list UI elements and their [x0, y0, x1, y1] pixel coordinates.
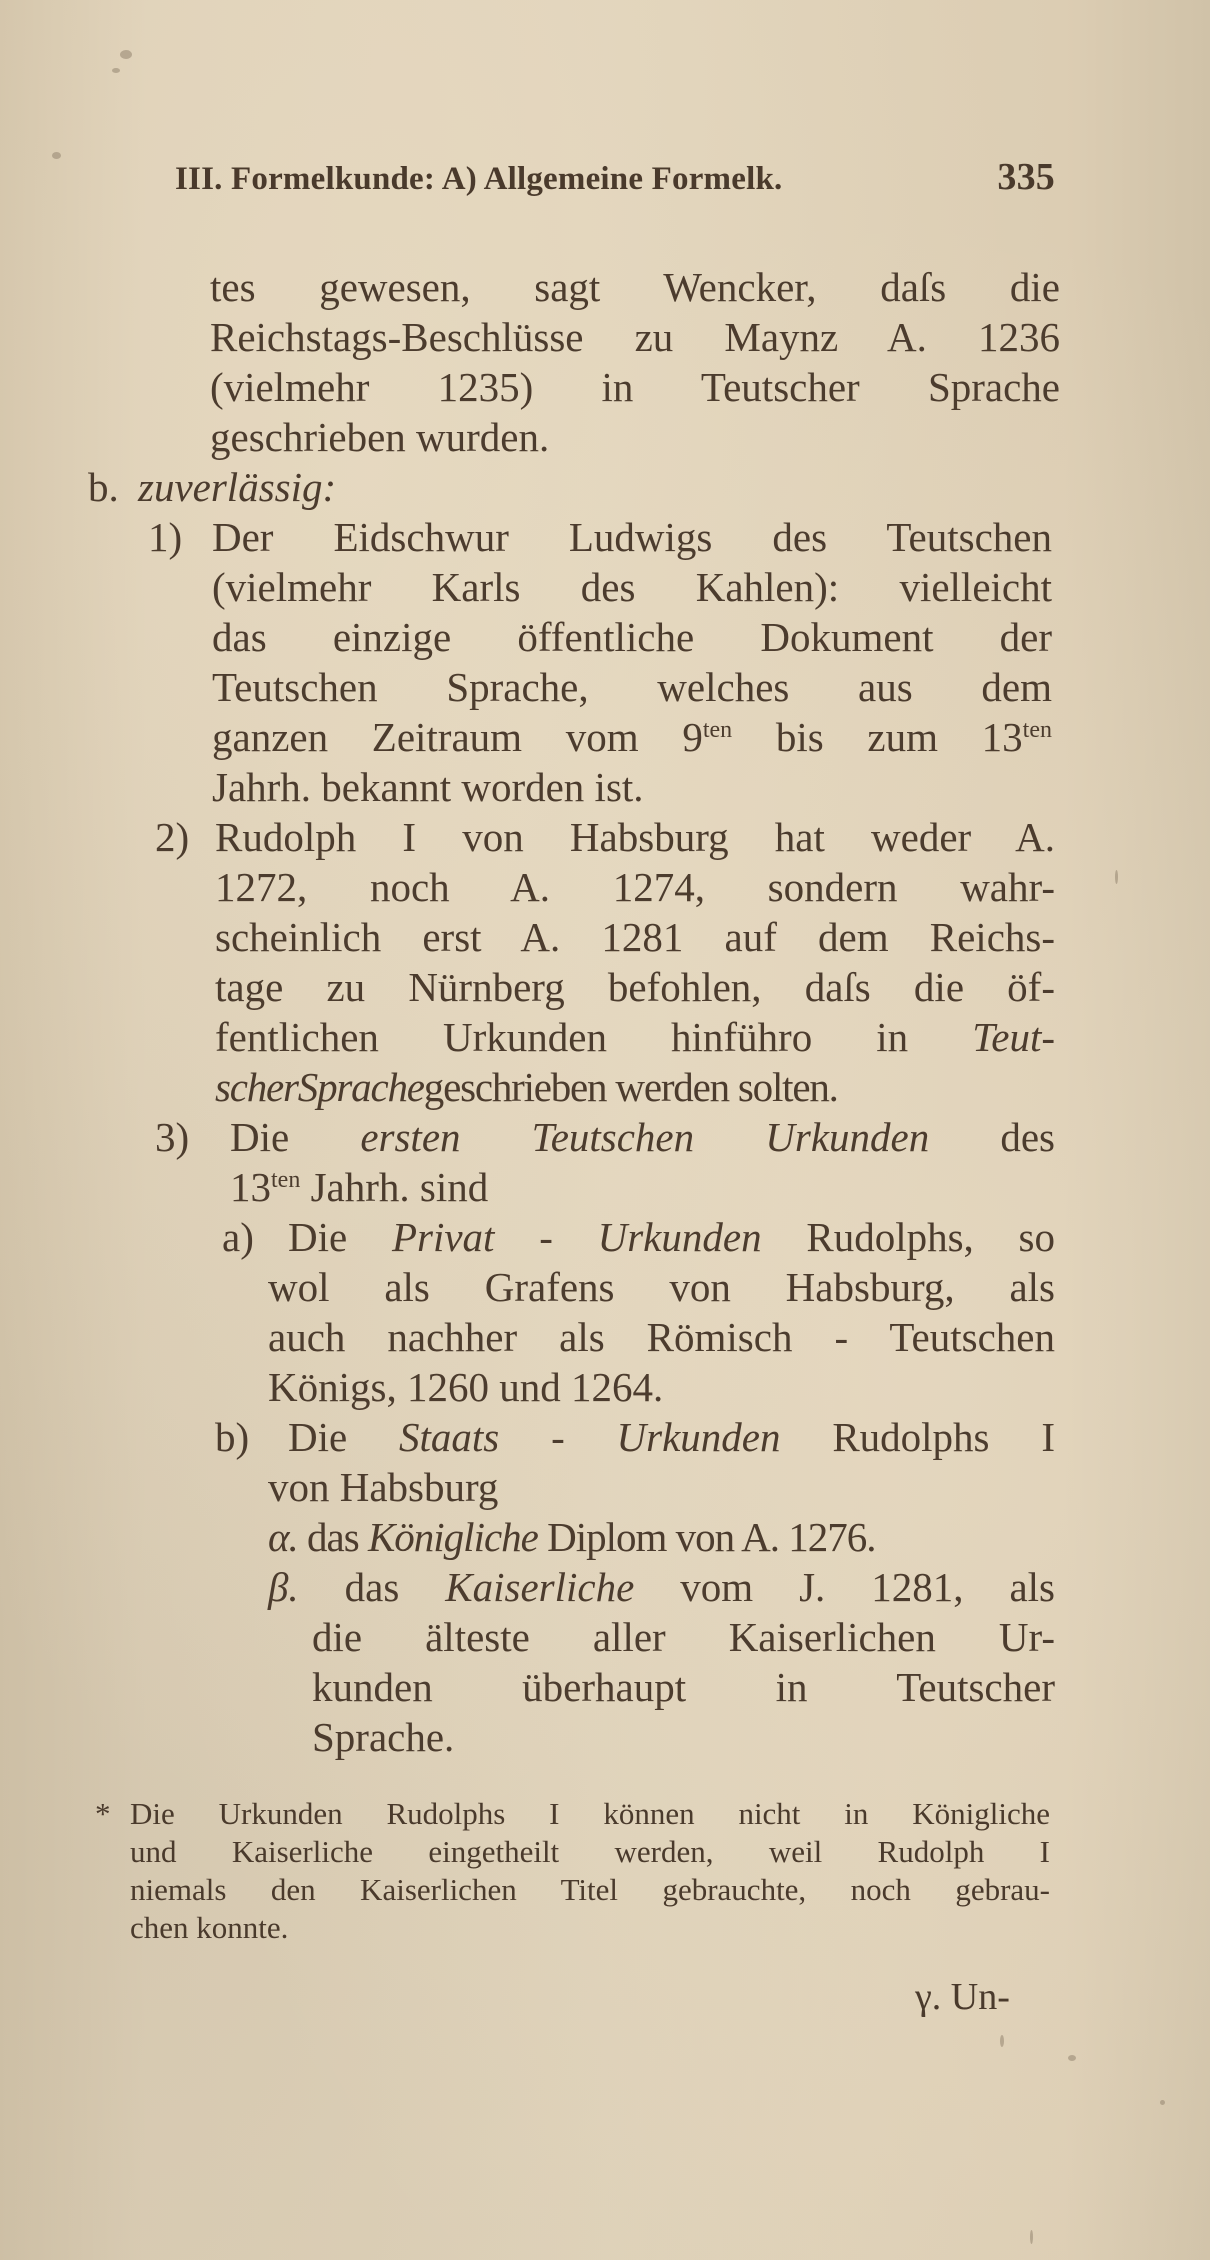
text-line: $13^{ten}$ Jahrh. sind [230, 1164, 489, 1210]
paper-speck [1160, 2100, 1165, 2105]
list-marker: a) [222, 1214, 254, 1260]
text-line: Der Eidschwur Ludwigs des Teutschen [212, 514, 1052, 560]
text-line: Teutschen Sprache, welches aus dem [212, 664, 1052, 710]
paper-speck [1030, 2230, 1033, 2244]
paper-speck [120, 50, 132, 59]
list-marker: 3) [155, 1114, 190, 1160]
list-marker: b) [215, 1414, 250, 1460]
text-line: das einzige öffentliche Dokument der [212, 614, 1052, 660]
text-line: scheinlich erst A. 1281 auf dem Reichs- [215, 914, 1055, 960]
running-head [175, 155, 1055, 199]
section-label: b. [88, 464, 119, 510]
paper-speck [52, 152, 61, 159]
text-line: ganzen Zeitraum vom $9^{ten}$ bis zum $13^{ten}$ [212, 714, 1052, 760]
footnote-line: und Kaiserliche eingetheilt werden, weil Rudolph I [130, 1834, 1050, 1869]
text-line: die älteste aller Kaiserlichen Ur- [312, 1614, 1055, 1660]
text-line: auch nachher als Römisch - Teutschen [268, 1314, 1055, 1360]
footnote-line: niemals den Kaiserlichen Titel gebrauchte, noch gebrau- [130, 1872, 1050, 1907]
text-line: 1272, noch A. 1274, sondern wahr- [215, 864, 1055, 910]
text-line: fentlichen Urkunden hinführo in Teut- [215, 1014, 1055, 1060]
text-line: α. das Königliche Diplom von A. 1276. [268, 1514, 876, 1560]
list-marker: 1) [148, 514, 183, 560]
text-line: tes gewesen, sagt Wencker, daſs die [210, 264, 1060, 310]
text-line: Die Staats - Urkunden Rudolphs I [288, 1414, 1055, 1460]
text-line: Die ersten Teutschen Urkunden des [230, 1114, 1055, 1160]
running-title: III. Formelkunde: A) Allgemeine Formelk. [175, 161, 783, 197]
section-heading: zuverlässig: [138, 464, 337, 510]
text-line: wol als Grafens von Habsburg, als [268, 1264, 1055, 1310]
text-line: Königs, 1260 und 1264. [268, 1364, 664, 1410]
text-line: scherSprachegeschrieben werden solten. [215, 1064, 838, 1110]
text-line: Reichstags-Beschlüsse zu Maynz A. 1236 [210, 314, 1060, 360]
text-line: tage zu Nürnberg befohlen, daſs die öf- [215, 964, 1055, 1010]
paper-speck [1068, 2055, 1076, 2061]
text-line: Sprache. [312, 1714, 455, 1760]
catchword: γ. Un- [915, 1976, 1010, 2018]
text-line: Jahrh. bekannt worden ist. [212, 764, 644, 810]
text-line: Rudolph I von Habsburg hat weder A. [215, 814, 1055, 860]
paper-speck [1000, 2035, 1004, 2047]
paper-speck [112, 68, 120, 73]
text-line: (vielmehr Karls des Kahlen): vielleicht [212, 564, 1052, 610]
text-line: von Habsburg [268, 1464, 499, 1510]
text-line: kunden überhaupt in Teutscher [312, 1664, 1055, 1710]
text-line: Die Privat - Urkunden Rudolphs, so [288, 1214, 1056, 1260]
footnote-line: Die Urkunden Rudolphs I können nicht in Königliche [130, 1796, 1050, 1831]
text-line: (vielmehr 1235) in Teutscher Sprache [210, 364, 1060, 410]
text-line: β. das Kaiserliche vom J. 1281, als [268, 1564, 1055, 1610]
paper-speck [1115, 870, 1118, 884]
footnote-marker: * [95, 1796, 111, 1831]
page-number: 335 [997, 156, 1055, 198]
list-marker: 2) [155, 814, 190, 860]
text-line: geschrieben wurden. [210, 414, 550, 460]
footnote-line: chen konnte. [130, 1910, 289, 1945]
